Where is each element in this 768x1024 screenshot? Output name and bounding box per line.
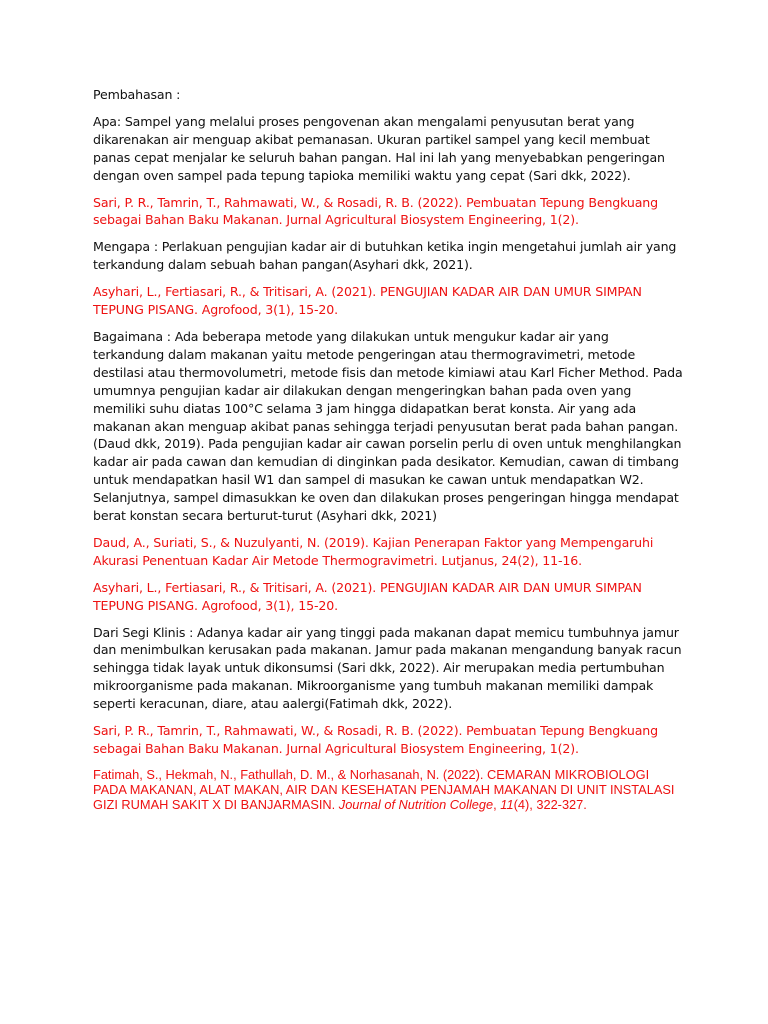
document-body: [93, 86, 683, 822]
reference-fatimah: [93, 767, 683, 813]
reference-fatimah-separator: ,: [493, 797, 501, 813]
paragraph-klinis: Dari Segi Klinis : Adanya kadar air yang tinggi pada makanan dapat memicu tumbuhnya jamur dan menimbulkan kerusakan pada makanan. Jamur pada makanan mengandung banyak racun sehingga tidak layak untuk dikonsumsi (Sari dkk, 2022). Air merupakan media pertumbuhan mikroorganisme pada makanan. Mikroorganisme yang tumbuh makanan memiliki dampak seperti keracunan, diare, atau aalergi(Fatimah dkk, 2022).: [93, 624, 682, 712]
reference-fatimah-journal: Journal of Nutrition College: [338, 797, 494, 813]
reference-asyhari-1: Asyhari, L., Fertiasari, R., & Tritisari, A. (2021). PENGUJIAN KADAR AIR DAN UMUR SIMPAN TEPUNG PISANG. Agrofood, 3(1), 15-20.: [93, 284, 642, 318]
reference-fatimah-tail: (4), 322-327.: [513, 797, 587, 813]
paragraph-bagaimana: Bagaimana : Ada beberapa metode yang dilakukan untuk mengukur kadar air yang terkandung dalam makanan yaitu metode pengeringan atau thermogravimetri, metode destilasi atau thermovolumetri, metode fisis dan metode kimiawi atau Karl Ficher Method. Pada umumnya pengujian kadar air dilakukan dengan mengeringkan bahan pada oven yang memiliki suhu diatas 100°C selama 3 jam hingga didapatkan berat konsta. Air yang ada makanan akan menguap akibat panas sehingga terjadi penyusutan berat pada bahan pangan. (Daud dkk, 2019). Pada pengujian kadar air cawan porselin perlu di oven untuk menghilangkan kadar air pada cawan dan kemudian di dinginkan pada desikator. Kemudian, cawan di timbang untuk mendapatkan hasil W1 dan sampel di masukan ke cawan untuk mendapatkan W2. Selanjutnya, sampel dimasukkan ke oven dan dilakukan proses pengeringan hingga mendapat berat konstan secara berturut-turut (Asyhari dkk, 2021): [93, 328, 683, 524]
reference-fatimah-main: Fatimah, S., Hekmah, N., Fathullah, D. M., & Norhasanah, N. (2022). CEMARAN MIKROBIOLOGI PADA MAKANAN, ALAT MAKAN, AIR DAN KESEHATAN PENJAMAH MAKANAN DI UNIT INSTALASI GIZI RUMAH SAKIT X DI BANJARMASIN.: [93, 766, 675, 813]
reference-asyhari-2: Asyhari, L., Fertiasari, R., & Tritisari, A. (2021). PENGUJIAN KADAR AIR DAN UMUR SIMPAN TEPUNG PISANG. Agrofood, 3(1), 15-20.: [93, 579, 642, 613]
paragraph-apa: Apa: Sampel yang melalui proses pengovenan akan mengalami penyusutan berat yang dikarenakan air menguap akibat pemanasan. Ukuran partikel sampel yang kecil membuat panas cepat menjalar ke seluruh bahan pangan. Hal ini lah yang menyebabkan pengeringan dengan oven sampel pada tepung tapioka memiliki waktu yang cepat (Sari dkk, 2022).: [93, 113, 665, 183]
reference-sari-1: Sari, P. R., Tamrin, T., Rahmawati, W., & Rosadi, R. B. (2022). Pembuatan Tepung Bengkuang sebagai Bahan Baku Makanan. Jurnal Agricultural Biosystem Engineering, 1(2).: [93, 194, 658, 228]
reference-sari-2: Sari, P. R., Tamrin, T., Rahmawati, W., & Rosadi, R. B. (2022). Pembuatan Tepung Bengkuang sebagai Bahan Baku Makanan. Jurnal Agricultural Biosystem Engineering, 1(2).: [93, 723, 658, 756]
paragraph-mengapa: Mengapa : Perlakuan pengujian kadar air di butuhkan ketika ingin mengetahui jumlah air yang terkandung dalam sebuah bahan pangan(Asyhari dkk, 2021).: [93, 239, 677, 273]
reference-fatimah-volume: 11: [500, 797, 514, 813]
heading-pembahasan: Pembahasan :: [93, 87, 181, 102]
reference-daud: Daud, A., Suriati, S., & Nuzulyanti, N. (2019). Kajian Penerapan Faktor yang Mempengaruhi Akurasi Penentuan Kadar Air Metode Thermogravimetri. Lutjanus, 24(2), 11-16.: [93, 534, 654, 568]
